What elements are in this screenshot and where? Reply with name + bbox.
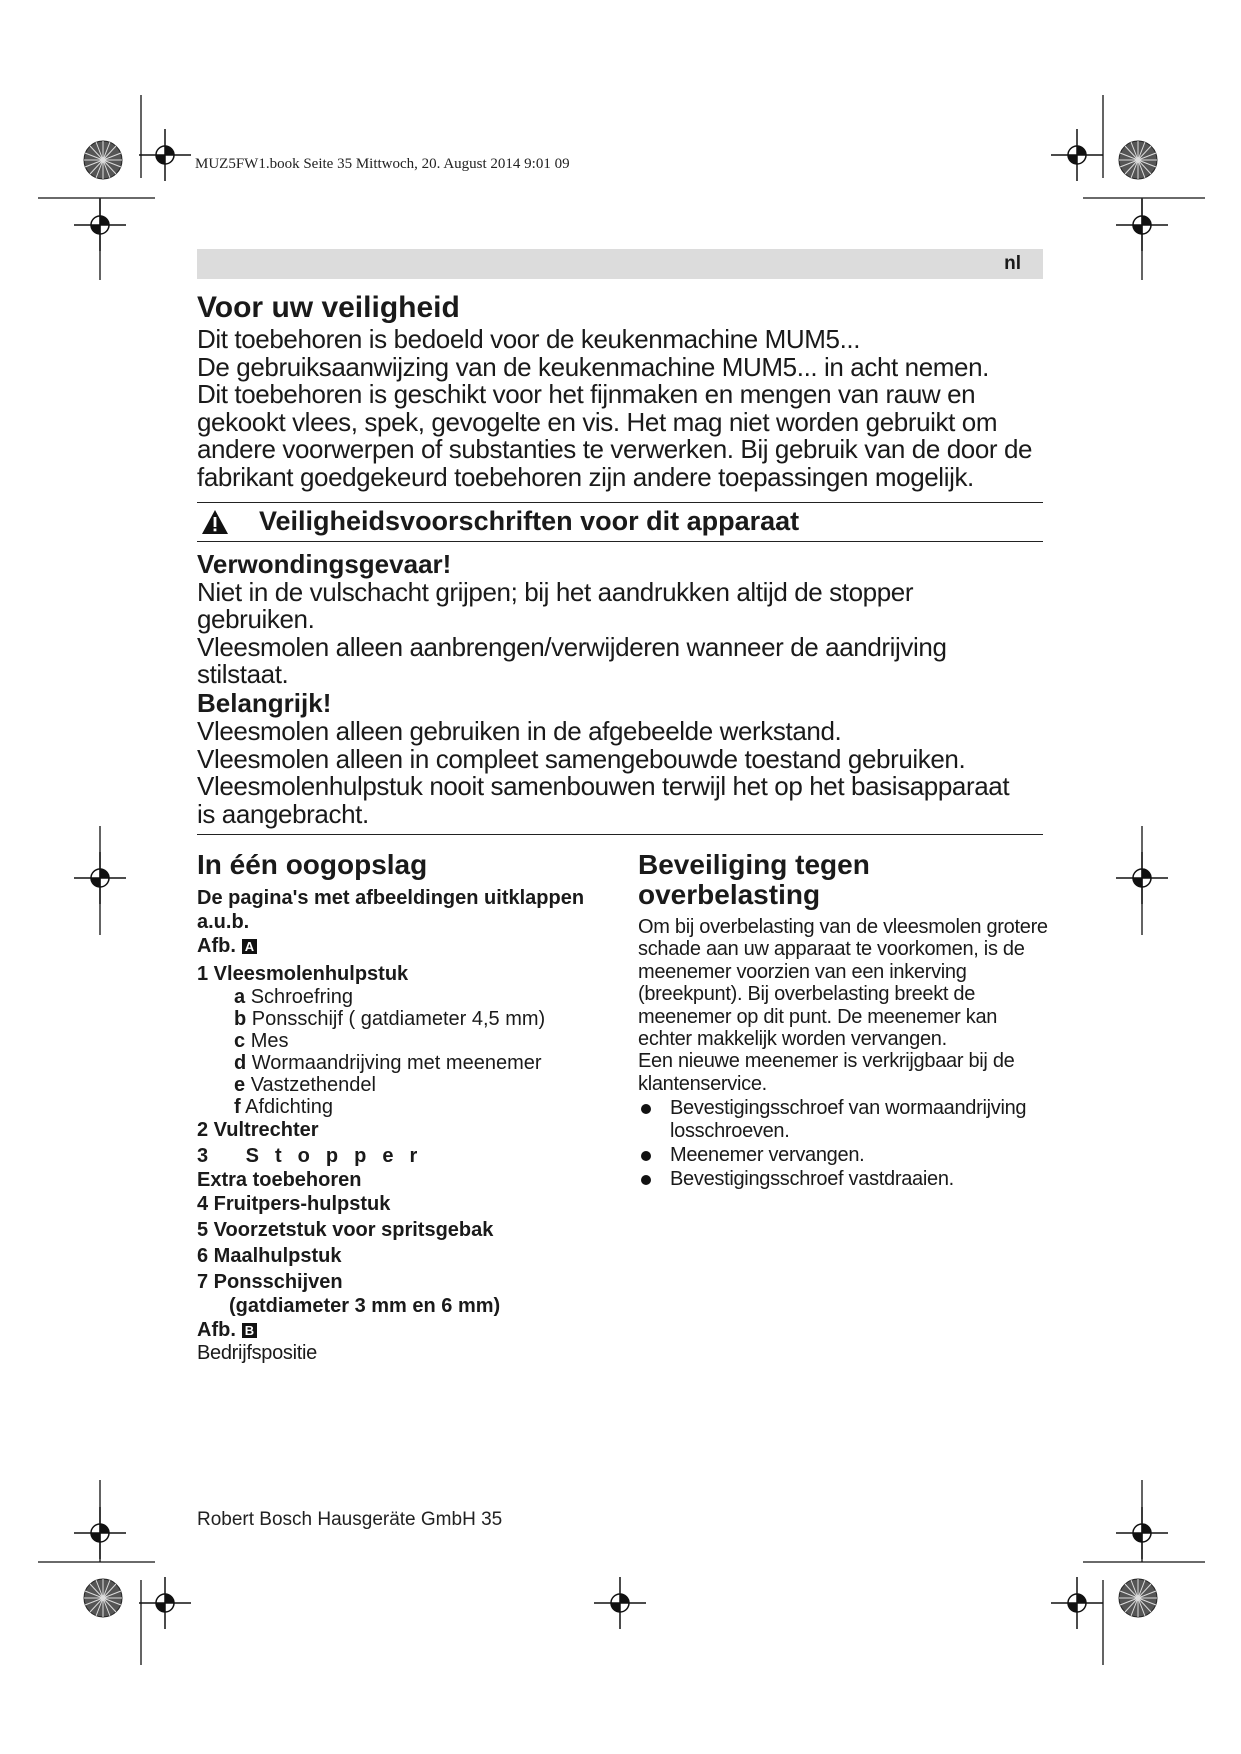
language-bar [197, 249, 1043, 279]
overload-line: (breekpunt). Bij overbelasting breekt de [638, 983, 976, 1006]
part-letter: b [234, 1008, 247, 1030]
figure-b-tag: B [242, 1323, 257, 1338]
language-label: nl [1004, 253, 1021, 274]
part-text: Schroefring [250, 986, 353, 1008]
part-a [234, 986, 617, 1008]
part-b [234, 1008, 617, 1030]
safety-line: gekookt vlees, spek, gevogelte en vis. Het mag niet worden gebruikt om [197, 406, 998, 437]
item-7: 7 Ponsschijven [197, 1271, 343, 1293]
important-line: Vleesmolen alleen in compleet samengebouwde toestand gebruiken. [197, 743, 966, 774]
overload-section [638, 850, 1048, 1193]
divider [197, 834, 1043, 835]
step-text: Bevestigingsschroef van wormaandrijving losschroeven. [670, 1097, 1027, 1142]
item-1: 1 Vleesmolenhulpstuk [197, 963, 409, 985]
overload-line: klantenservice. [638, 1072, 767, 1095]
figure-a-tag: A [242, 939, 257, 954]
injury-line: gebruiken. [197, 604, 315, 635]
bullet-icon [641, 1104, 651, 1114]
list-item [638, 1144, 1048, 1166]
safety-line: fabrikant goedgekeurd toebehoren zijn andere toepassingen mogelijk. [197, 461, 974, 492]
overload-line: Een nieuwe meenemer is verkrijgbaar bij de [638, 1050, 1015, 1073]
safety-title: Voor uw veiligheid [197, 291, 460, 324]
important-line: Vleesmolen alleen gebruiken in de afgebeelde werkstand. [197, 715, 842, 746]
part-text: Afdichting [245, 1096, 333, 1118]
extra-title: Extra toebehoren [197, 1169, 362, 1191]
part-text: Vastzethendel [250, 1074, 376, 1096]
overview-title: In één oogopslag [197, 849, 428, 880]
overload-steps [638, 1097, 1048, 1191]
safety-line: De gebruiksaanwijzing van de keukenmachine MUM5... in acht nemen. [197, 351, 989, 382]
warning-title: Veiligheidsvoorschriften voor dit apparaat [259, 506, 800, 537]
figure-a-ref [197, 934, 617, 958]
item-3: 3 Stopper [197, 1145, 434, 1167]
safety-section [197, 290, 1043, 835]
overload-line: Om bij overbelasting van de vleesmolen grotere [638, 916, 1048, 938]
safety-line: Dit toebehoren is bedoeld voor de keukenmachine MUM5... [197, 324, 861, 354]
overview-section [197, 850, 617, 1364]
figure-b-caption: Bedrijfspositie [197, 1342, 318, 1364]
part-f [234, 1096, 617, 1118]
safety-line: Dit toebehoren is geschikt voor het fijnmaken en mengen van rauw en [197, 379, 976, 410]
list-item [638, 1097, 1048, 1142]
important-title: Belangrijk! [197, 687, 332, 718]
list-item [638, 1168, 1048, 1190]
warning-triangle-icon [201, 509, 229, 535]
overview-intro: a.u.b. [197, 911, 250, 933]
overload-line: meenemer voorzien van een inkerving [638, 960, 967, 983]
important-line: Vleesmolenhulpstuk nooit samenbouwen terwijl het op het basisapparaat [197, 771, 1010, 802]
bullet-icon [641, 1175, 651, 1185]
print-header: MUZ5FW1.book Seite 35 Mittwoch, 20. August 2014 9:01 09 [195, 156, 570, 172]
item-5: 5 Voorzetstuk voor spritsgebak [197, 1219, 494, 1241]
warning-header [197, 503, 1043, 541]
part-letter: a [234, 986, 246, 1008]
part-d [234, 1052, 617, 1074]
injury-line: Niet in de vulschacht grijpen; bij het aandrukken altijd de stopper [197, 576, 914, 607]
overview-intro: De pagina's met afbeeldingen uitklappen [197, 887, 585, 909]
part-e [234, 1074, 617, 1096]
bullet-icon [641, 1151, 651, 1161]
step-text: Meenemer vervangen. [670, 1144, 865, 1167]
item-4: 4 Fruitpers-hulpstuk [197, 1193, 391, 1215]
part-letter: e [234, 1074, 246, 1096]
part-letter: c [234, 1030, 246, 1052]
part-c [234, 1030, 617, 1052]
page-footer: Robert Bosch Hausgeräte GmbH 35 [197, 1509, 503, 1530]
item-2: 2 Vultrechter [197, 1119, 319, 1141]
item-6: 6 Maalhulpstuk [197, 1245, 342, 1267]
figure-b-ref [197, 1318, 617, 1342]
safety-line: andere voorwerpen of substanties te verwerken. Bij gebruik van de door de [197, 434, 1033, 465]
item-7-detail: (gatdiameter 3 mm en 6 mm) [229, 1295, 501, 1317]
part-text: Mes [250, 1030, 289, 1052]
injury-title: Verwondingsgevaar! [197, 548, 452, 579]
divider [197, 541, 1043, 542]
part-text: Wormaandrijving met meenemer [251, 1052, 542, 1074]
overload-line: meenemer op dit punt. De meenemer kan [638, 1005, 998, 1028]
step-text: Bevestigingsschroef vastdraaien. [670, 1168, 954, 1191]
overload-line: schade aan uw apparaat te voorkomen, is de [638, 938, 1025, 961]
figure-b-label: Afb. [197, 1319, 236, 1341]
important-line: is aangebracht. [197, 798, 369, 829]
figure-a-label: Afb. [197, 935, 236, 957]
part-text: Ponsschijf ( gatdiameter 4,5 mm) [251, 1008, 546, 1030]
injury-line: Vleesmolen alleen aanbrengen/verwijderen wanneer de aandrijving [197, 631, 947, 662]
part-letter: d [234, 1052, 247, 1074]
overload-title: overbelasting [638, 879, 821, 910]
overload-line: echter makkelijk worden vervangen. [638, 1028, 947, 1051]
injury-line: stilstaat. [197, 659, 289, 690]
part-letter: f [234, 1096, 241, 1118]
overload-title: Beveiliging tegen [638, 849, 870, 880]
